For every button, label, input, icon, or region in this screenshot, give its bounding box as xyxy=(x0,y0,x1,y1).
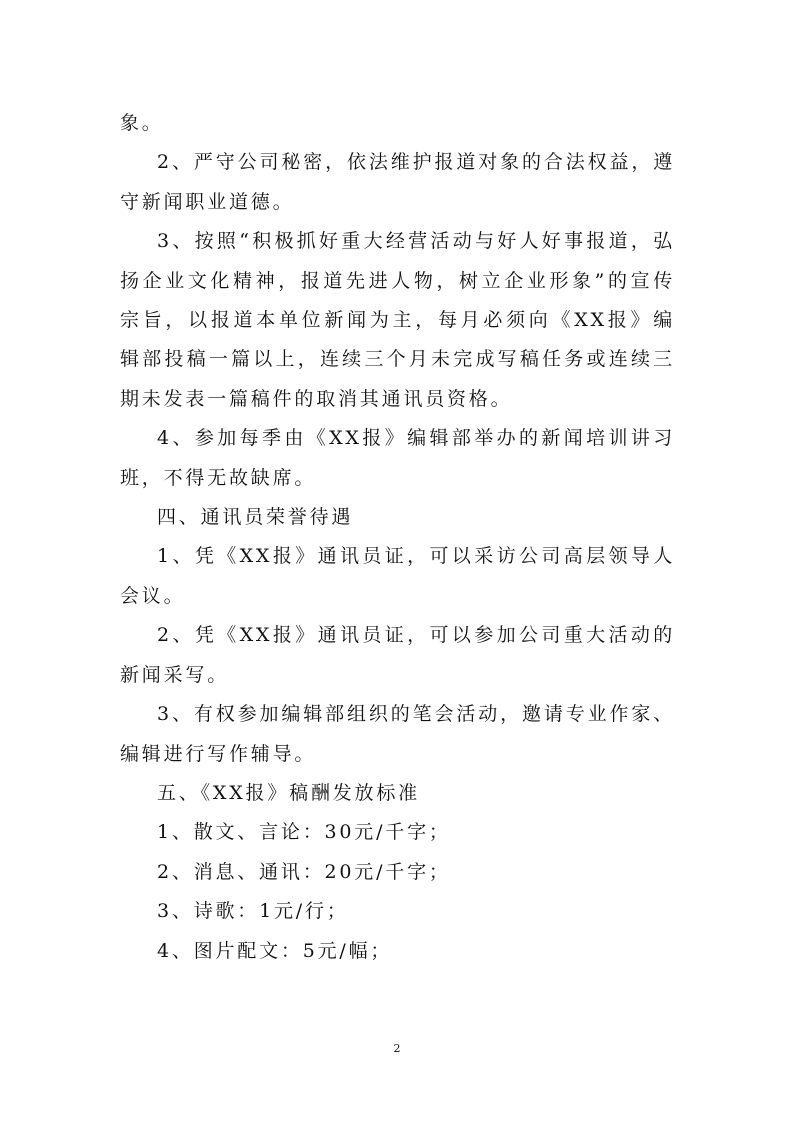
paragraph-training-rule: 4、参加每季由《XX报》编辑部举办的新闻培训讲习班，不得无故缺席。 xyxy=(120,427,675,489)
paragraph-honor-writing-guidance: 3、有权参加编辑部组织的笔会活动，邀请专业作家、编辑进行写作辅导。 xyxy=(120,703,675,765)
section-heading-honors: 四、通讯员荣誉待遇 xyxy=(157,506,354,529)
document-body xyxy=(120,104,675,971)
page-number: 2 xyxy=(393,1042,401,1055)
payment-item-photo: 4、图片配文：5元/幅； xyxy=(157,939,393,962)
paragraph-continuation: 象。 xyxy=(120,112,164,134)
payment-item-essay: 1、散文、言论：30元/千字； xyxy=(157,821,451,844)
paragraph-honor-interview: 1、凭《XX报》通讯员证，可以采访公司高层领导人会议。 xyxy=(120,545,675,607)
payment-item-news: 2、消息、通讯：20元/千字； xyxy=(157,860,451,883)
section-heading-payment-standards: 五、《XX报》稿酬发放标准 xyxy=(157,781,420,804)
paragraph-honor-events: 2、凭《XX报》通讯员证，可以参加公司重大活动的新闻采写。 xyxy=(120,624,675,686)
payment-item-poetry: 3、诗歌：1元/行； xyxy=(157,900,349,923)
paragraph-confidentiality-rule: 2、严守公司秘密，依法维护报道对象的合法权益，遵守新闻职业道德。 xyxy=(120,151,675,213)
paragraph-submission-rule: 3、按照“积极抓好重大经营活动与好人好事报道，弘扬企业文化精神，报道先进人物，树立企业形象”的宣传宗旨，以报道本单位新闻为主，每月必须向《XX报》编辑部投稿一篇以上，连续三个月未完成写稿任务或连续三期未发表一篇稿件的取消其通讯员资格。 xyxy=(120,230,675,410)
